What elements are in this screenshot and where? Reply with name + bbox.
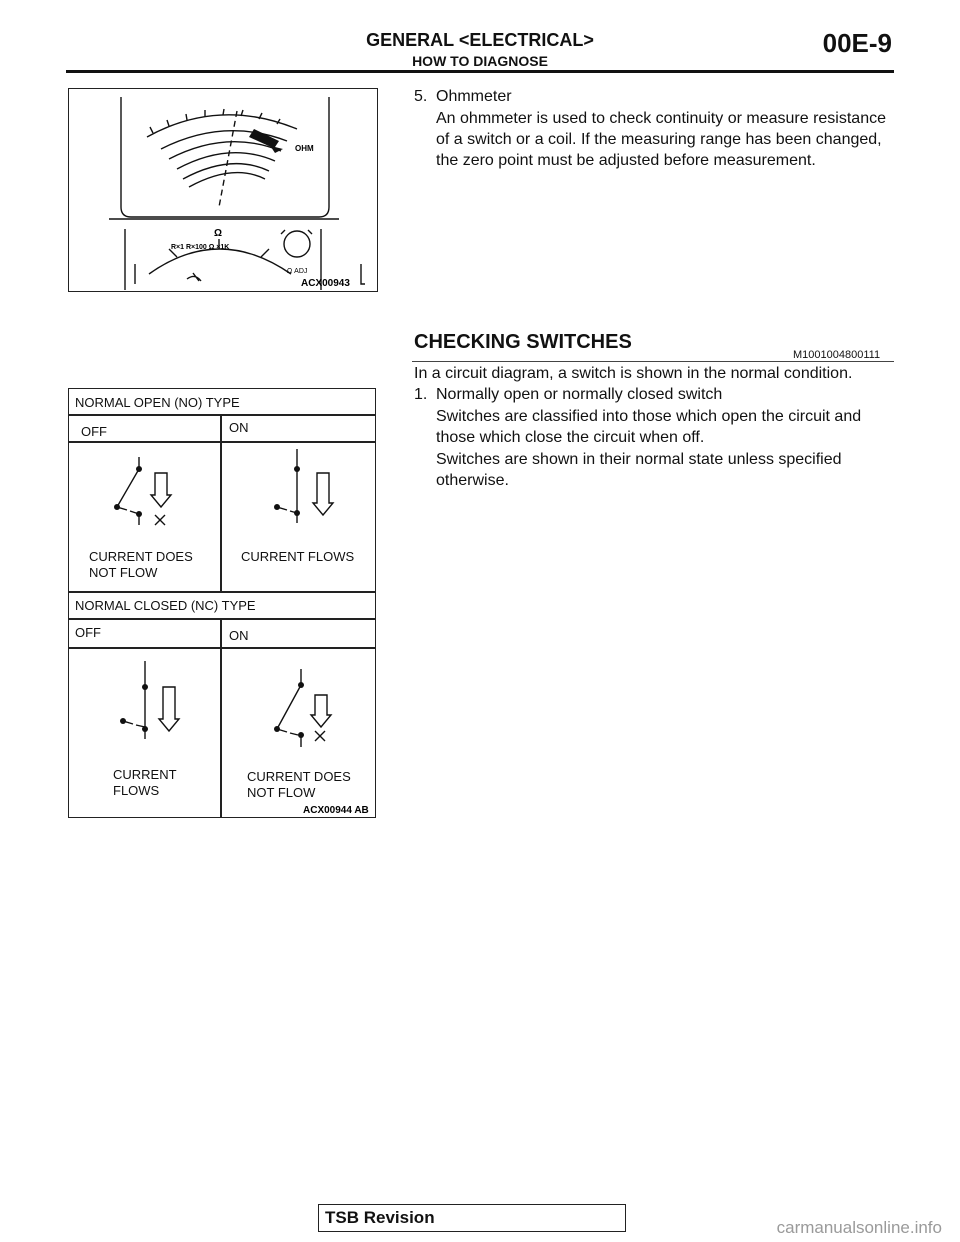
header-rule xyxy=(66,70,894,73)
nc-on-caption: CURRENT DOES NOT FLOW xyxy=(247,769,351,800)
section-rule xyxy=(412,361,894,362)
switch-types-figure xyxy=(68,388,376,818)
page-number: 00E-9 xyxy=(822,28,892,58)
no-type-label: NORMAL OPEN (NO) TYPE xyxy=(75,395,240,410)
item-body: An ohmmeter is used to check continuity or measure resistance of a switch or a coil. If the measuring range has been changed, the zero point must be adjusted before measurement. xyxy=(436,110,886,169)
item-number: 5. xyxy=(414,88,428,105)
page-subtitle: HOW TO DIAGNOSE xyxy=(412,53,548,69)
nc-off-caption: CURRENT FLOWS xyxy=(113,767,177,798)
page-title: GENERAL <ELECTRICAL> xyxy=(366,30,594,50)
item-heading: Normally open or normally closed switch xyxy=(436,386,723,403)
ohmmeter-illustration xyxy=(69,89,376,290)
section-code: M1001004800111 xyxy=(793,349,881,361)
omega-label: Ω xyxy=(214,228,223,239)
switch-symbols xyxy=(69,389,374,816)
range-label: R×1 R×100 Ω ×1K xyxy=(171,244,230,251)
no-off-label: OFF xyxy=(81,424,107,439)
ohmmeter-figure xyxy=(68,88,378,292)
no-on-label: ON xyxy=(229,420,249,435)
item-body: Switches are classified into those which open the circuit and those which close the circuit when off. xyxy=(436,408,862,446)
figure-code: ACX00944 AB xyxy=(303,805,369,816)
nc-on-label: ON xyxy=(229,628,249,643)
section-heading: CHECKING SWITCHES xyxy=(414,331,632,353)
item-body: Switches are shown in their normal state unless specified otherwise. xyxy=(436,451,842,489)
watermark: carmanualsonline.info xyxy=(776,1218,942,1237)
item-heading: Ohmmeter xyxy=(436,88,512,105)
no-off-caption: CURRENT DOES NOT FLOW xyxy=(89,549,193,580)
section-intro: In a circuit diagram, a switch is shown in the normal condition. xyxy=(414,365,853,382)
nc-type-label: NORMAL CLOSED (NC) TYPE xyxy=(75,598,256,613)
no-on-caption: CURRENT FLOWS xyxy=(241,549,355,564)
ohm-label: OHM xyxy=(295,144,314,153)
item-number: 1. xyxy=(414,386,428,403)
figure-code: ACX00943 xyxy=(301,278,350,289)
footer-tsb-revision: TSB Revision xyxy=(318,1204,626,1232)
adj-label: Ω ADJ xyxy=(287,268,308,275)
nc-off-label: OFF xyxy=(75,625,101,640)
